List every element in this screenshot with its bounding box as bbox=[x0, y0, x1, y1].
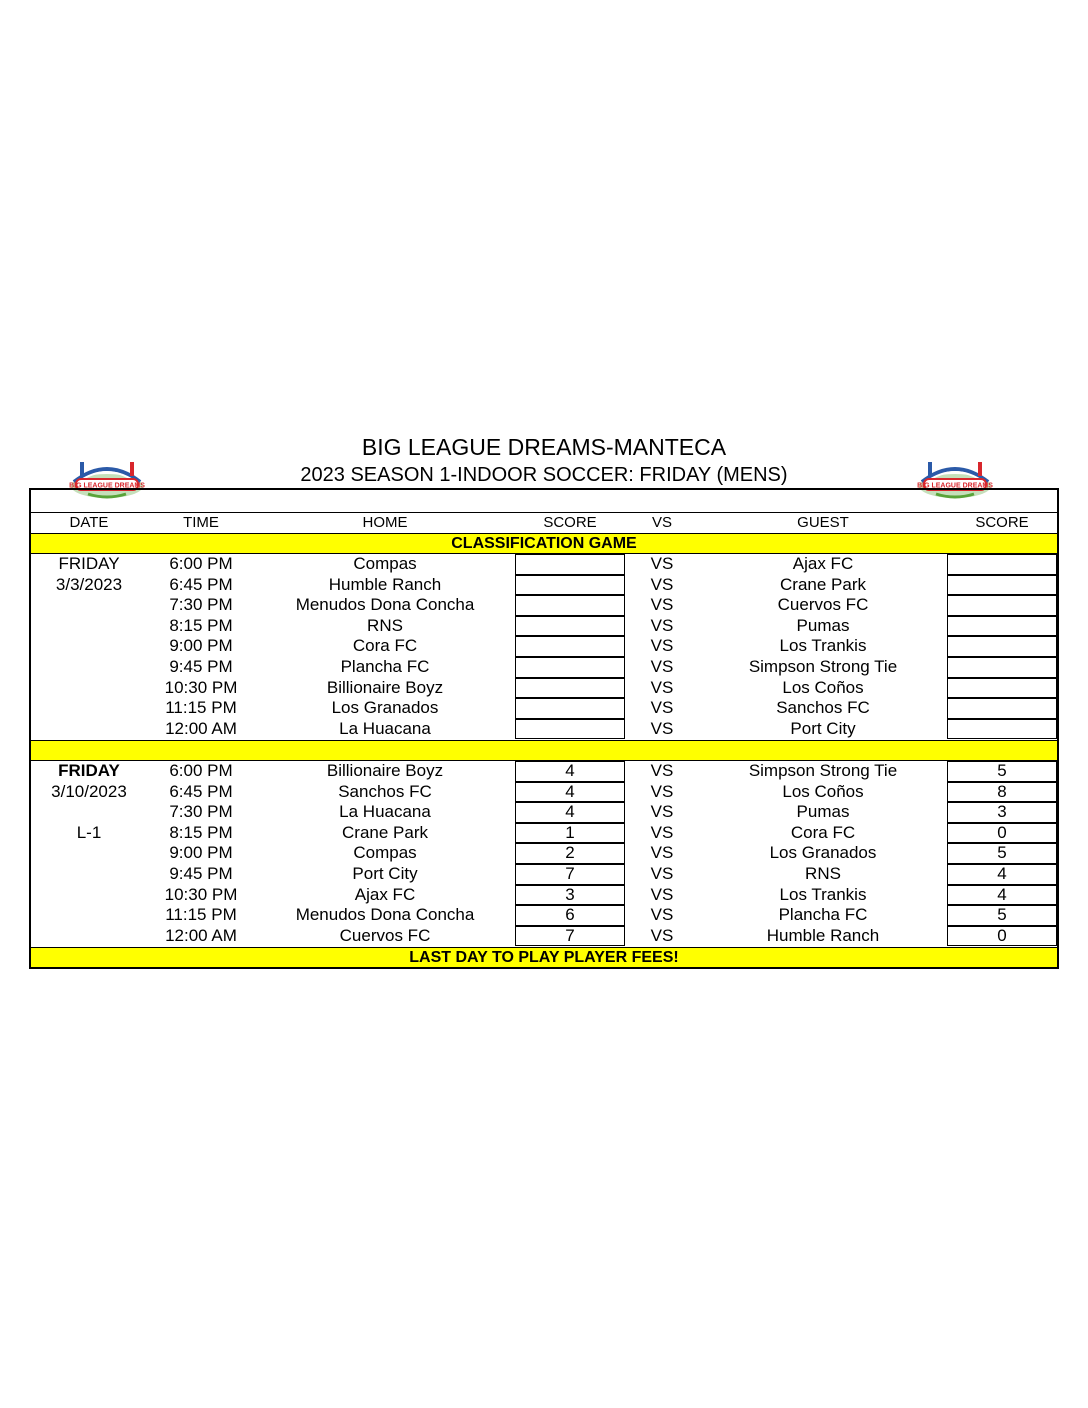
game-row bbox=[31, 636, 1057, 657]
home-team: Cora FC bbox=[352, 636, 418, 656]
column-header-home: HOME bbox=[362, 514, 408, 531]
game-row bbox=[31, 802, 1057, 823]
home-team: Billionaire Boyz bbox=[326, 761, 444, 780]
column-header-vs: VS bbox=[651, 514, 672, 531]
home-score-box bbox=[515, 554, 625, 575]
guest-score: 4 bbox=[997, 864, 1007, 883]
vs-label: VS bbox=[650, 864, 674, 883]
vs-label: VS bbox=[650, 574, 674, 594]
home-team: Compas bbox=[353, 843, 417, 863]
home-score: 4 bbox=[565, 802, 575, 822]
guest-team: Los Coños bbox=[782, 677, 864, 697]
game-row bbox=[31, 761, 1057, 782]
home-score: 1 bbox=[565, 822, 575, 842]
game-row bbox=[31, 595, 1057, 616]
game-time: 10:30 PM bbox=[164, 884, 238, 904]
vs-label: VS bbox=[650, 884, 674, 904]
game-time: 8:15 PM bbox=[169, 822, 233, 842]
column-header-row bbox=[31, 513, 1057, 534]
column-header-guest-score: SCORE bbox=[975, 514, 1029, 531]
game-time: 6:45 PM bbox=[169, 781, 233, 801]
guest-score-box bbox=[947, 678, 1057, 699]
separator-banner bbox=[31, 740, 1057, 761]
guest-team: Cuervos FC bbox=[777, 595, 869, 615]
game-time: 12:00 AM bbox=[165, 925, 237, 945]
guest-score: 8 bbox=[997, 781, 1007, 801]
home-team: RNS bbox=[367, 615, 403, 635]
home-team: Billionaire Boyz bbox=[326, 677, 444, 697]
vs-label: VS bbox=[650, 781, 674, 801]
guest-team: Los Coños bbox=[782, 781, 864, 801]
home-team: Plancha FC bbox=[340, 657, 430, 676]
game-row bbox=[31, 554, 1057, 575]
home-score: 6 bbox=[565, 905, 575, 925]
home-score-box bbox=[515, 678, 625, 699]
column-header-home-score: SCORE bbox=[543, 514, 597, 531]
home-score-box bbox=[515, 802, 625, 823]
home-team: La Huacana bbox=[339, 718, 431, 738]
footer-banner: LAST DAY TO PLAY PLAYER FEES! bbox=[31, 947, 1057, 968]
guest-score: 0 bbox=[997, 822, 1007, 842]
guest-score-box bbox=[947, 802, 1057, 823]
guest-score-box bbox=[947, 885, 1057, 906]
guest-team: Port City bbox=[790, 718, 856, 738]
guest-score-box bbox=[947, 926, 1057, 947]
game-row bbox=[31, 823, 1057, 844]
home-score-box bbox=[515, 885, 625, 906]
guest-team: Ajax FC bbox=[792, 554, 854, 573]
vs-label: VS bbox=[650, 802, 674, 822]
home-score-box bbox=[515, 657, 625, 678]
guest-score: 5 bbox=[997, 843, 1007, 863]
guest-team: RNS bbox=[805, 864, 841, 883]
page-title: BIG LEAGUE DREAMS-MANTECA bbox=[361, 434, 727, 460]
game-time: 9:00 PM bbox=[169, 636, 233, 656]
game-row bbox=[31, 885, 1057, 906]
guest-team: Cora FC bbox=[790, 822, 856, 842]
guest-score-box bbox=[947, 719, 1057, 740]
home-team: Humble Ranch bbox=[328, 574, 442, 594]
guest-score: 0 bbox=[997, 925, 1007, 945]
home-team: Port City bbox=[352, 864, 418, 883]
home-score-box bbox=[515, 575, 625, 596]
guest-team: Simpson Strong Tie bbox=[748, 761, 898, 780]
guest-score-box bbox=[947, 843, 1057, 864]
game-date: 3/10/2023 bbox=[51, 781, 127, 801]
home-score: 7 bbox=[565, 925, 575, 945]
guest-team: Humble Ranch bbox=[766, 925, 880, 945]
home-score-box bbox=[515, 823, 625, 844]
guest-score: 5 bbox=[997, 905, 1007, 925]
guest-score-box bbox=[947, 905, 1057, 926]
guest-score: 3 bbox=[997, 802, 1007, 822]
guest-team: Los Trankis bbox=[779, 636, 867, 656]
home-team: Menudos Dona Concha bbox=[295, 595, 475, 615]
game-time: 6:00 PM bbox=[169, 761, 233, 780]
guest-score-box bbox=[947, 782, 1057, 803]
home-score-box bbox=[515, 761, 625, 782]
home-score-box bbox=[515, 719, 625, 740]
game-day: FRIDAY bbox=[58, 554, 120, 573]
game-row bbox=[31, 719, 1057, 740]
guest-team: Los Trankis bbox=[779, 884, 867, 904]
home-score-box bbox=[515, 595, 625, 616]
home-score-box bbox=[515, 926, 625, 947]
guest-score-box bbox=[947, 698, 1057, 719]
home-team: Cuervos FC bbox=[339, 925, 431, 945]
game-row bbox=[31, 698, 1057, 719]
vs-label: VS bbox=[650, 636, 674, 656]
game-row bbox=[31, 616, 1057, 637]
vs-label: VS bbox=[650, 698, 674, 718]
game-row bbox=[31, 843, 1057, 864]
home-team: Sanchos FC bbox=[338, 781, 432, 801]
game-time: 12:00 AM bbox=[165, 718, 237, 738]
game-row bbox=[31, 926, 1057, 947]
svg-text:BIG LEAGUE DREAMS: BIG LEAGUE DREAMS bbox=[917, 482, 993, 490]
game-row bbox=[31, 905, 1057, 926]
home-score-box bbox=[515, 905, 625, 926]
vs-label: VS bbox=[650, 925, 674, 945]
guest-score-box bbox=[947, 657, 1057, 678]
guest-team: Sanchos FC bbox=[776, 698, 870, 718]
game-time: 11:15 PM bbox=[165, 905, 237, 925]
guest-team: Los Granados bbox=[769, 843, 877, 863]
home-team: Compas bbox=[353, 554, 417, 573]
home-score: 3 bbox=[565, 884, 575, 904]
guest-score-box bbox=[947, 761, 1057, 782]
guest-score-box bbox=[947, 595, 1057, 616]
game-day: FRIDAY bbox=[58, 761, 120, 780]
game-time: 9:45 PM bbox=[169, 864, 233, 883]
home-team: Los Granados bbox=[331, 698, 439, 718]
home-score: 2 bbox=[565, 843, 575, 863]
guest-team: Plancha FC bbox=[778, 905, 868, 925]
home-team: La Huacana bbox=[339, 802, 431, 822]
game-date: 3/3/2023 bbox=[55, 574, 123, 594]
vs-label: VS bbox=[650, 595, 674, 615]
home-score-box bbox=[515, 636, 625, 657]
column-header-guest: GUEST bbox=[797, 514, 849, 531]
home-score-box bbox=[515, 843, 625, 864]
guest-score: 5 bbox=[997, 761, 1007, 780]
game-row bbox=[31, 678, 1057, 699]
guest-team: Pumas bbox=[796, 802, 850, 822]
game-time: 6:00 PM bbox=[169, 554, 233, 573]
column-header-time: TIME bbox=[183, 514, 219, 531]
page-subtitle: 2023 SEASON 1-INDOOR SOCCER: FRIDAY (MENS) bbox=[300, 464, 788, 486]
home-score-box bbox=[515, 616, 625, 637]
guest-score-box bbox=[947, 554, 1057, 575]
svg-text:BIG LEAGUE DREAMS: BIG LEAGUE DREAMS bbox=[69, 482, 145, 490]
vs-label: VS bbox=[650, 554, 674, 573]
guest-score: 4 bbox=[997, 884, 1007, 904]
vs-label: VS bbox=[650, 822, 674, 842]
vs-label: VS bbox=[650, 677, 674, 697]
guest-team: Crane Park bbox=[780, 574, 866, 594]
home-score: 4 bbox=[565, 781, 575, 801]
guest-score-box bbox=[947, 864, 1057, 885]
game-time: 7:30 PM bbox=[169, 595, 233, 615]
guest-score-box bbox=[947, 636, 1057, 657]
vs-label: VS bbox=[650, 843, 674, 863]
guest-score-box bbox=[947, 823, 1057, 844]
home-score-box bbox=[515, 864, 625, 885]
game-time: 9:00 PM bbox=[169, 843, 233, 863]
guest-score-box bbox=[947, 575, 1057, 596]
home-score-box bbox=[515, 698, 625, 719]
classification-banner: CLASSIFICATION GAME bbox=[31, 533, 1057, 554]
game-row bbox=[31, 657, 1057, 678]
home-score-box bbox=[515, 782, 625, 803]
vs-label: VS bbox=[650, 657, 674, 676]
game-time: 6:45 PM bbox=[169, 574, 233, 594]
home-score: 7 bbox=[565, 864, 575, 883]
column-header-date: DATE bbox=[69, 514, 109, 531]
guest-score-box bbox=[947, 616, 1057, 637]
game-time: 11:15 PM bbox=[165, 698, 237, 718]
game-row bbox=[31, 575, 1057, 596]
vs-label: VS bbox=[650, 615, 674, 635]
vs-label: VS bbox=[650, 761, 674, 780]
home-score: 4 bbox=[565, 761, 575, 780]
guest-team: Simpson Strong Tie bbox=[748, 657, 898, 676]
vs-label: VS bbox=[650, 718, 674, 738]
home-team: Crane Park bbox=[342, 822, 428, 842]
game-note: L-1 bbox=[76, 822, 102, 842]
home-team: Menudos Dona Concha bbox=[295, 905, 475, 925]
guest-team: Pumas bbox=[796, 615, 850, 635]
vs-label: VS bbox=[650, 905, 674, 925]
game-time: 9:45 PM bbox=[169, 657, 233, 676]
game-row bbox=[31, 864, 1057, 885]
game-row bbox=[31, 782, 1057, 803]
game-time: 8:15 PM bbox=[169, 615, 233, 635]
game-time: 10:30 PM bbox=[164, 677, 238, 697]
home-team: Ajax FC bbox=[354, 884, 416, 904]
game-time: 7:30 PM bbox=[169, 802, 233, 822]
